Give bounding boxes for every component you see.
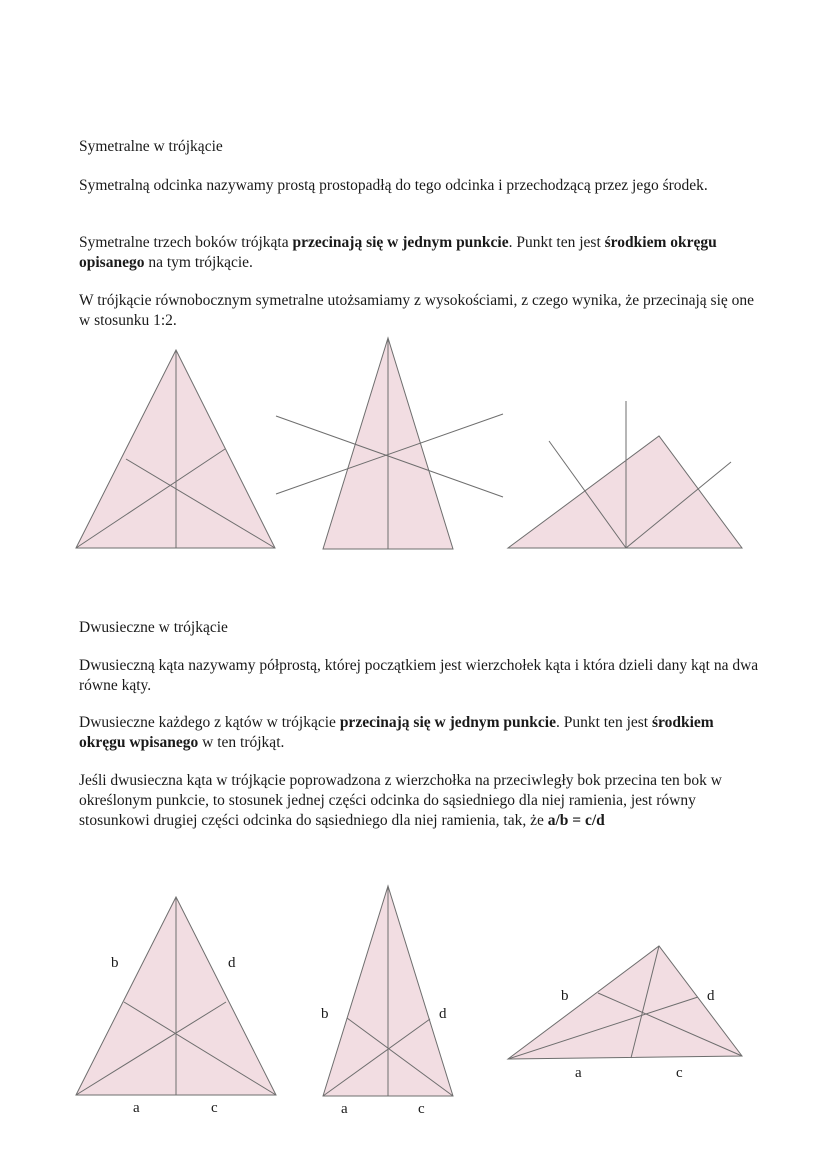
label-c: c: [211, 1100, 218, 1116]
perpendicular-bisector-obtuse-triangle: [508, 436, 742, 548]
label-d: d: [228, 955, 236, 971]
label-c: c: [676, 1065, 683, 1081]
section1-paragraph-2: Symetralne trzech boków trójkąta przecinają się w jednym punkcie. Punkt ten jest środkiem okręgu opisanego na tym trójkącie.: [79, 234, 717, 271]
label-a: a: [133, 1100, 140, 1116]
section2-paragraph-3: Jeśli dwusieczna kąta w trójkącie poprowadzona z wierzchołka na przeciwległy bok przecina ten bok w określonym punkcie, to stosunek jednej części odcinka do sąsiedniego dla niej ramienia, jest równy stosunkowi drugiej części odcinka do sąsiedniego dla niej ramienia, tak, że a/b = c/d: [79, 772, 722, 829]
label-a: a: [575, 1065, 582, 1081]
section2-title: Dwusieczne w trójkącie: [79, 619, 228, 636]
label-b: b: [321, 1006, 329, 1022]
label-d: d: [439, 1006, 447, 1022]
section1-paragraph-1: Symetralną odcinka nazywamy prostą prostopadłą do tego odcinka i przechodzącą przez jego środek.: [79, 177, 708, 194]
label-b: b: [561, 988, 569, 1004]
section2-paragraph-2: Dwusieczne każdego z kątów w trójkącie przecinają się w jednym punkcie. Punkt ten jest środkiem okręgu wpisanego w ten trójkąt.: [79, 714, 714, 751]
label-d: d: [707, 988, 715, 1004]
label-b: b: [111, 955, 119, 971]
section1-paragraph-3: W trójkącie równobocznym symetralne utożsamiamy z wysokościami, z czego wynika, że przecinają się one w stosunku 1:2.: [79, 292, 755, 329]
section1-title: Symetralne w trójkącie: [79, 138, 223, 155]
label-c: c: [418, 1101, 425, 1117]
label-a: a: [341, 1101, 348, 1117]
section2-paragraph-1: Dwusieczną kąta nazywamy półprostą, której początkiem jest wierzchołek kąta i która dzieli dany kąt na dwa równe kąty.: [79, 657, 759, 694]
